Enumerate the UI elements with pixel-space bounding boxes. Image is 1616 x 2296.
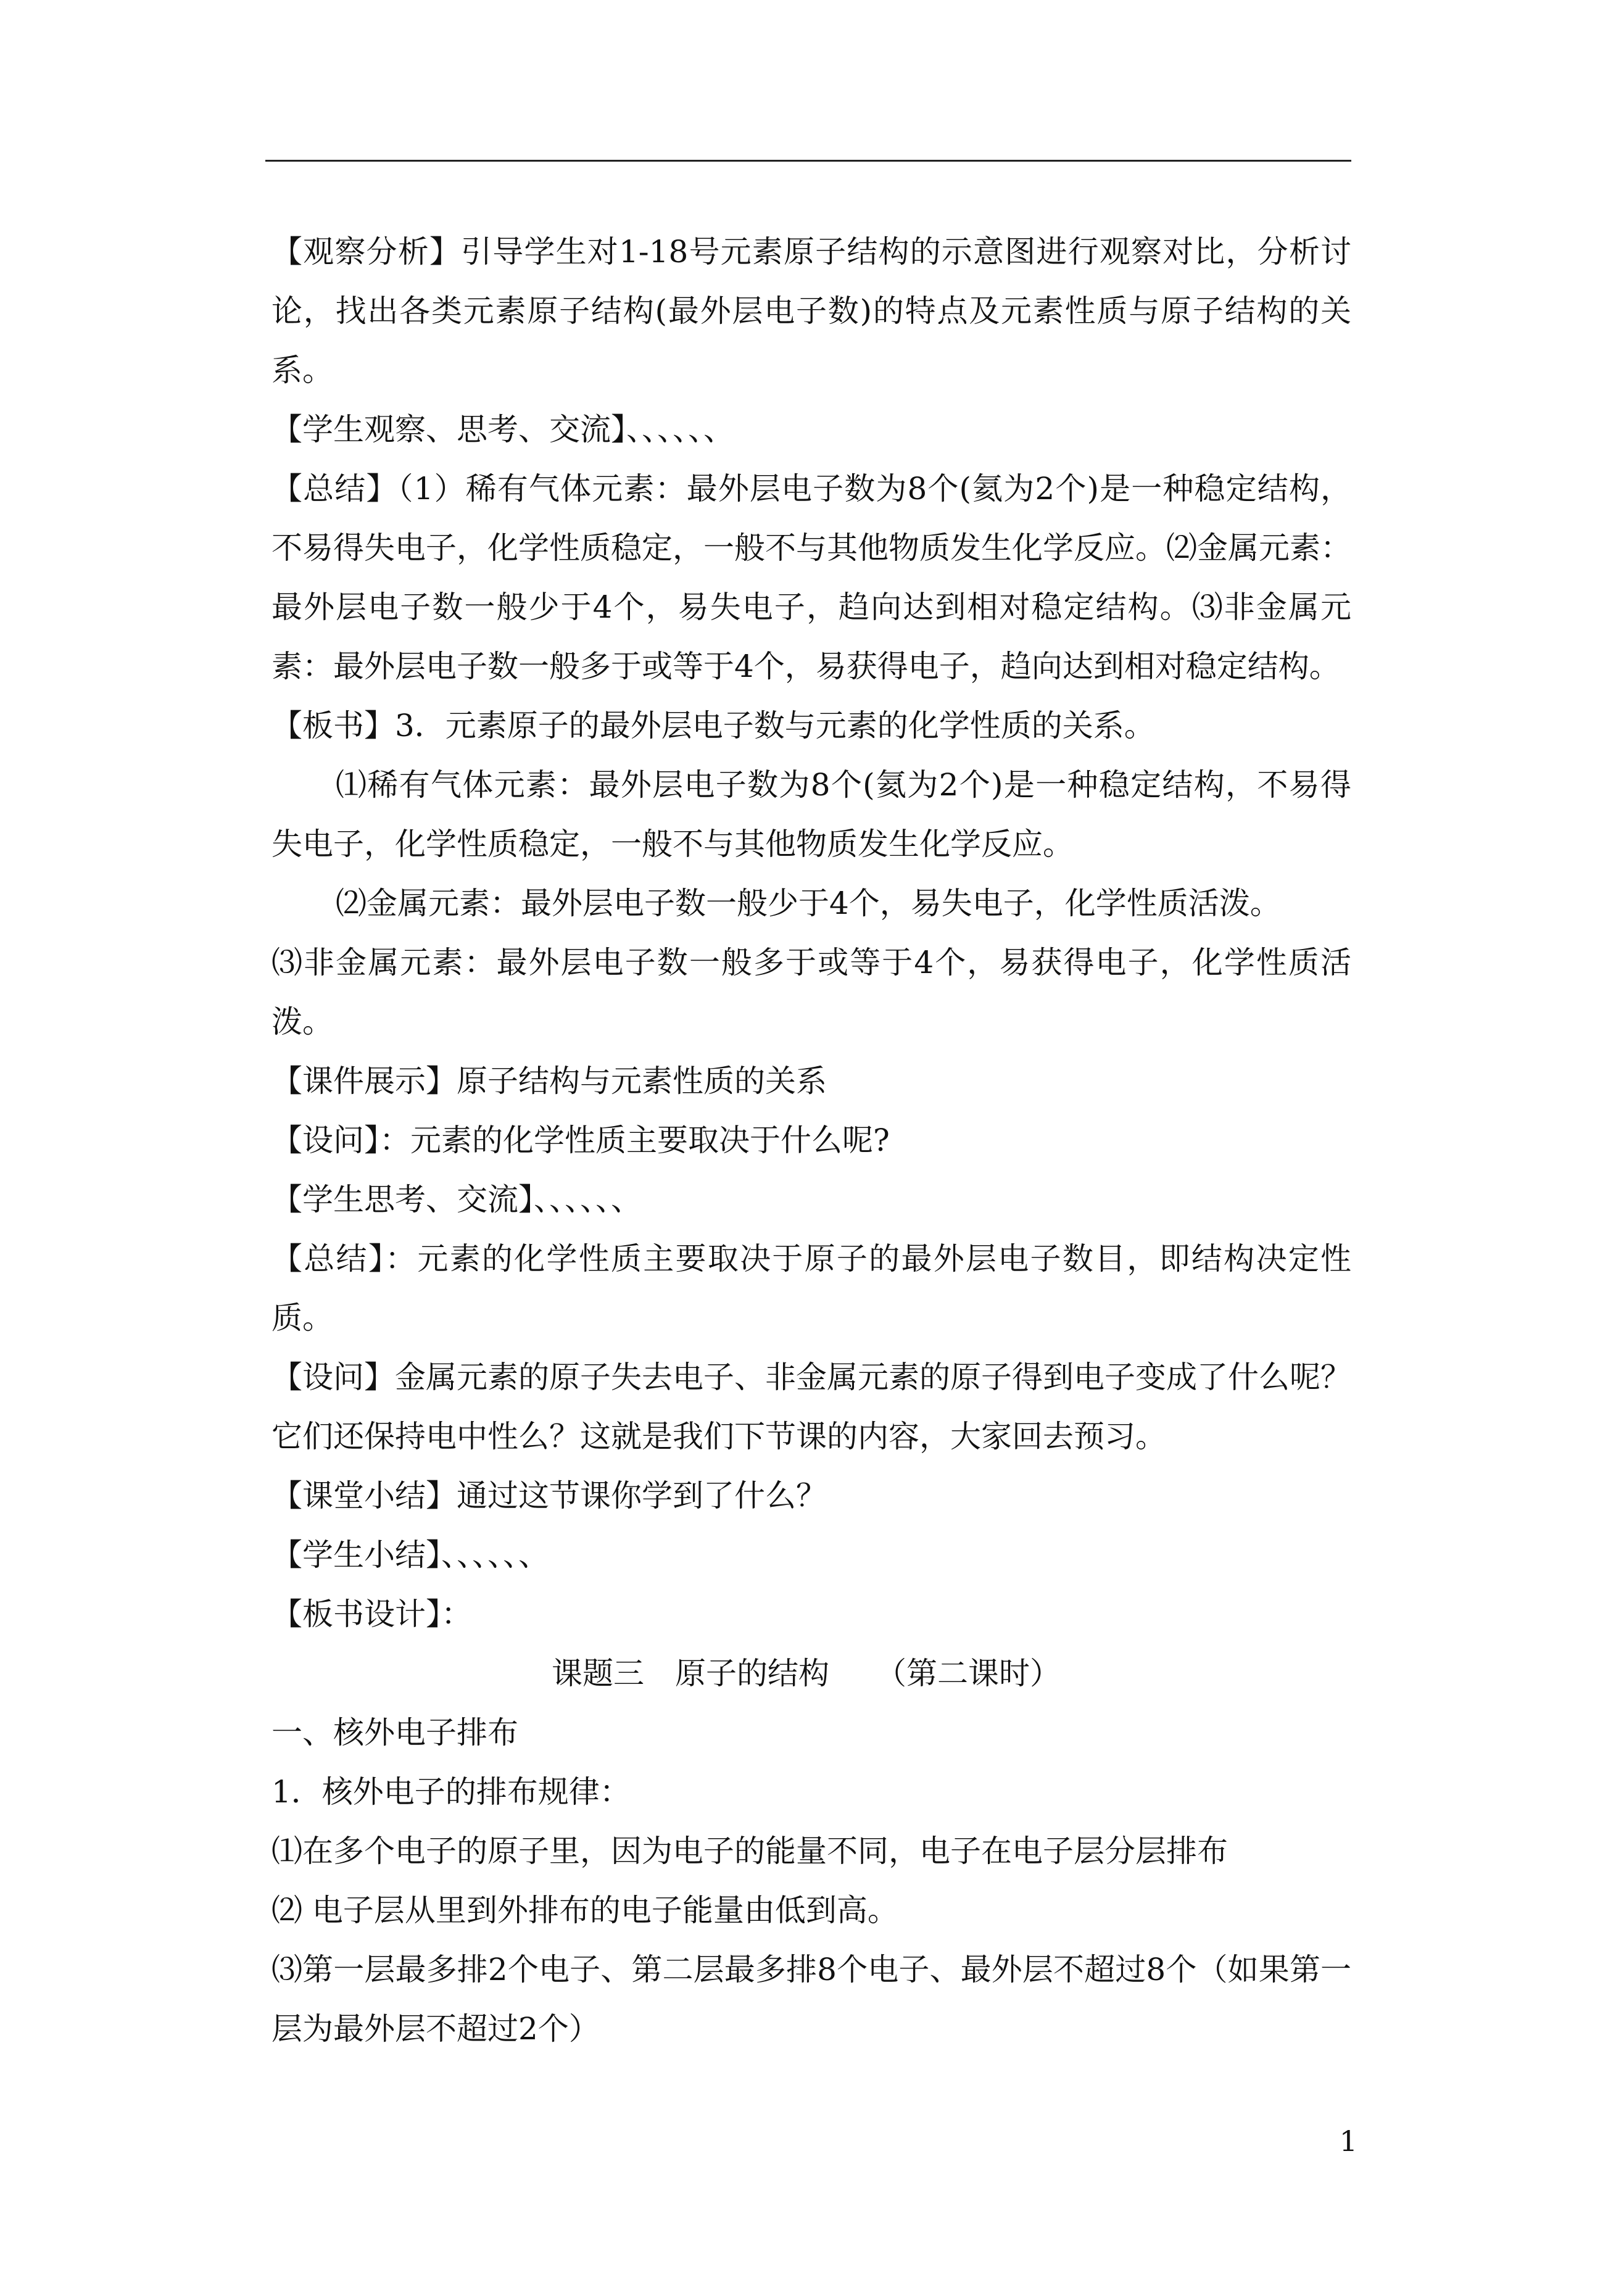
paragraph-board-heading: 【板书】3．元素原子的最外层电子数与元素的化学性质的关系。 [271,708,1155,744]
paragraph-board-item-1: ⑴稀有气体元素：最外层电子数为8个(氦为2个)是一种稳定结构，不易得失电子，化学性质稳定，一般不与其他物质发生化学反应。 [271,767,1351,862]
board-design-title: 课题三 原子的结构 （第二课时） [552,1656,1061,1691]
rule-heading: 1．核外电子的排布规律： [271,1774,631,1810]
paragraph-class-summary: 【课堂小结】通过这节课你学到了什么？ [271,1478,827,1514]
paragraph-summary: 【总结】（1）稀有气体元素：最外层电子数为8个(氦为2个)是一种稳定结构，不易得失电子，化学性质稳定，一般不与其他物质发生化学反应。⑵金属元素：最外层电子数一般少于4个，易失电子，趋向达到相对稳定结构。⑶非金属元素：最外层电子数一般多于或等于4个，易获得电子，趋向达到相对稳定结构。 [271,471,1351,684]
paragraph-question-2: 【设问】金属元素的原子失去电子、非金属元素的原子得到电子变成了什么呢？它们还保持电中性么？这就是我们下节课的内容，大家回去预习。 [271,1359,1351,1454]
paragraph-board-item-2: ⑵金属元素：最外层电子数一般少于4个，易失电子，化学性质活泼。 [336,885,1281,921]
paragraph-observe-analysis: 【观察分析】引导学生对1-18号元素原子结构的示意图进行观察对比，分析讨论，找出各类元素原子结构(最外层电子数)的特点及元素性质与原子结构的关系。 [271,234,1351,388]
paragraph-courseware: 【课件展示】原子结构与元素性质的关系 [271,1063,827,1099]
rule-item-3: ⑶第一层最多排2个电子、第二层最多排8个电子、最外层不超过8个（如果第一层为最外层不超过2个） [271,1952,1351,2047]
rule-item-2: ⑵ 电子层从里到外排布的电子能量由低到高。 [271,1892,898,1928]
paragraph-students-think: 【学生思考、交流】、、、、、、 [271,1182,642,1217]
paragraph-board-item-3: ⑶非金属元素：最外层电子数一般多于或等于4个，易获得电子，化学性质活泼。 [271,945,1351,1040]
header-rule [265,160,1351,162]
page-number: 1 [1339,2124,1357,2158]
paragraph-students-summary: 【学生小结】、、、、、、 [271,1537,549,1573]
document-body [271,222,1351,2058]
section-heading: 一、核外电子排布 [271,1715,518,1751]
paragraph-summary-2: 【总结】：元素的化学性质主要取决于原子的最外层电子数目，即结构决定性质。 [271,1241,1351,1336]
paragraph-students-observe: 【学生观察、思考、交流】、、、、、、 [271,412,734,447]
paragraph-question-1: 【设问】：元素的化学性质主要取决于什么呢? [271,1122,890,1158]
rule-item-1: ⑴在多个电子的原子里，因为电子的能量不同，电子在电子层分层排布 [271,1833,1228,1869]
paragraph-board-design: 【板书设计】： [271,1596,472,1632]
